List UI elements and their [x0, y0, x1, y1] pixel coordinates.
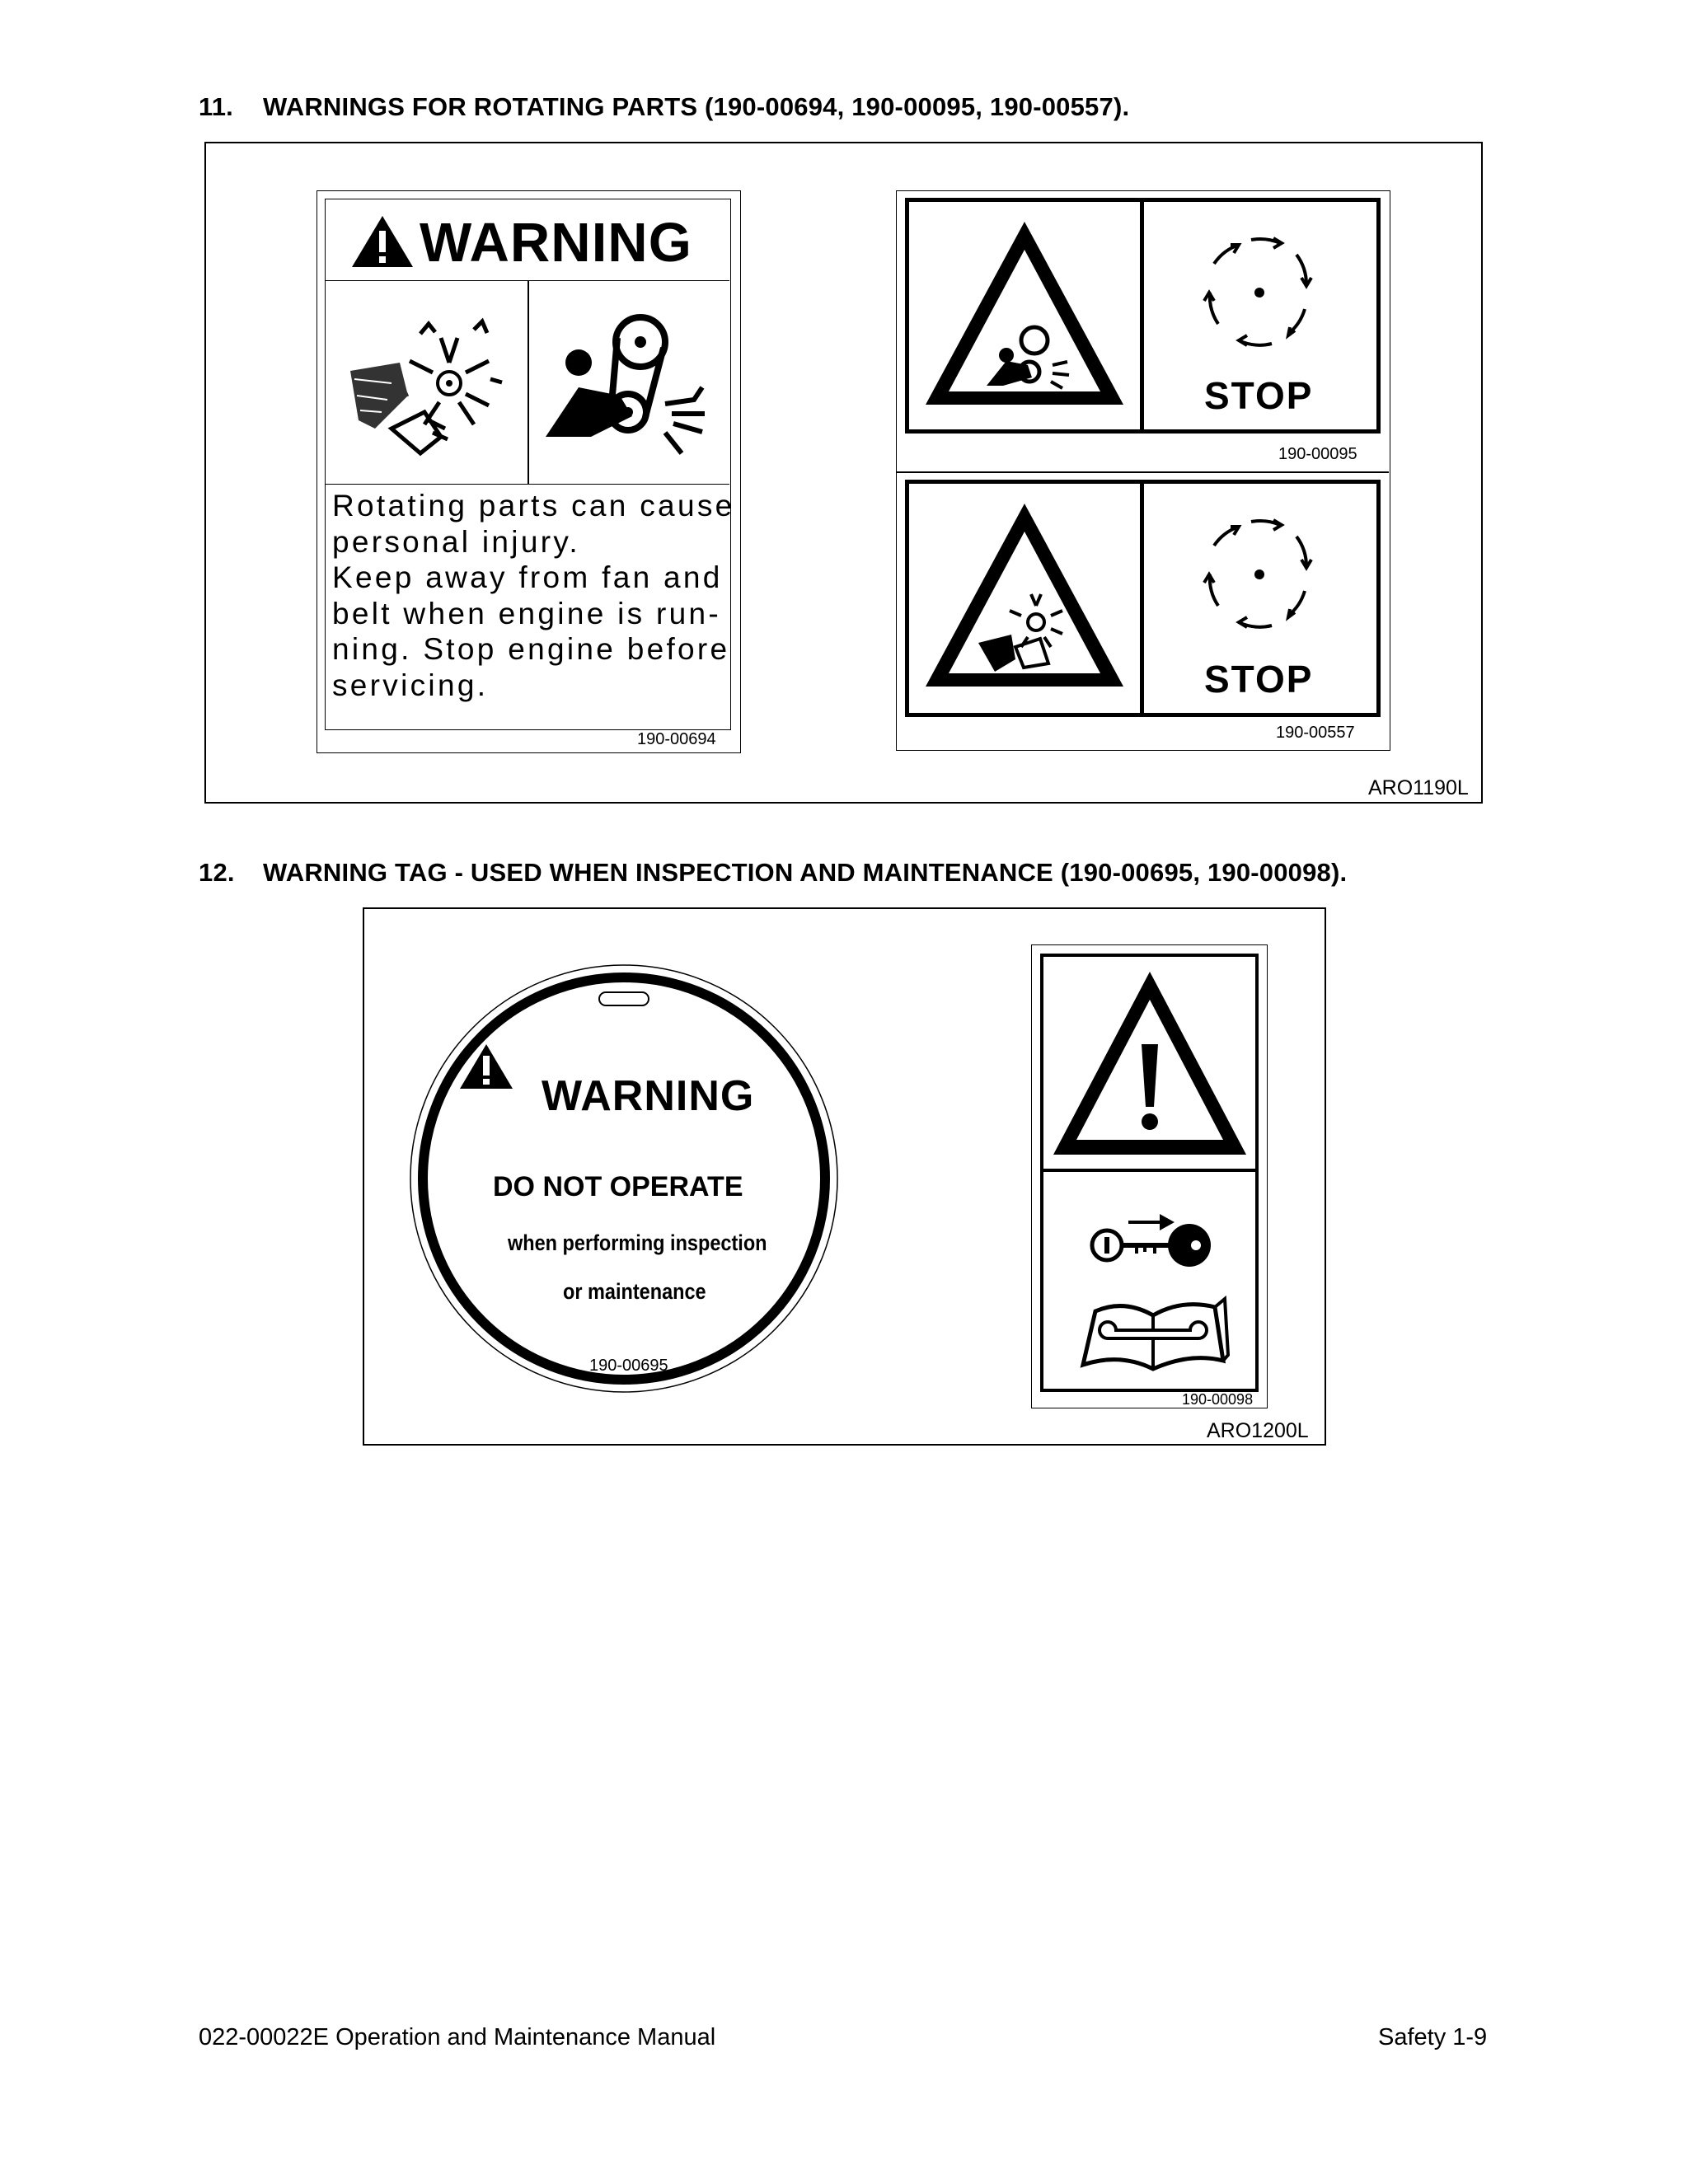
figure-id-aro1200l: ARO1200L	[1207, 1419, 1309, 1442]
rotation-stop-icon-1	[1181, 227, 1346, 367]
warning-line-1: Rotating parts can cause	[332, 489, 735, 523]
warning-line-5: ning. Stop engine before	[332, 632, 730, 666]
read-manual-icon	[1075, 1291, 1231, 1377]
stop-label-2: STOP	[1204, 658, 1314, 701]
warning-line-2: personal injury.	[332, 524, 580, 559]
decal-code-190-00694: 190-00694	[637, 730, 716, 748]
decal-code-190-00095: 190-00095	[1278, 445, 1357, 463]
rotation-stop-icon-2	[1181, 509, 1346, 649]
section-11-number: 11.	[199, 92, 233, 121]
fan-hazard-triangle-icon	[921, 499, 1128, 692]
section-11-heading	[199, 92, 1129, 122]
decal-190-00095	[905, 198, 1381, 434]
tag-sub-text-1: when performing inspection	[508, 1230, 767, 1255]
section-12-heading	[199, 858, 1347, 888]
belt-entanglement-icon	[542, 313, 719, 462]
warning-line-3: Keep away from fan and	[332, 560, 723, 594]
decal-190-00098	[1031, 944, 1268, 1408]
remove-key-icon	[1089, 1204, 1221, 1278]
warning-line-6: servicing.	[332, 668, 489, 702]
warning-header-text: WARNING	[420, 212, 692, 274]
decal-190-00694	[316, 190, 741, 753]
tag-sub-text-2: or maintenance	[563, 1279, 706, 1304]
figure-aro1200l	[363, 907, 1326, 1446]
belt-hazard-triangle-icon	[921, 217, 1128, 410]
section-11-title: WARNINGS FOR ROTATING PARTS (190-00694, 190-00095, 190-00557).	[263, 92, 1130, 121]
decal-code-190-00557: 190-00557	[1276, 724, 1355, 742]
warning-triangle-icon	[350, 214, 415, 269]
warning-message	[332, 488, 735, 703]
figure-aro1190l	[204, 142, 1483, 804]
section-12-title: WARNING TAG - USED WHEN INSPECTION AND MAINTENANCE (190-00695, 190-00098).	[263, 858, 1348, 887]
decal-stack-095-557	[896, 190, 1390, 751]
warning-line-4: belt when engine is run-	[332, 596, 722, 630]
stop-label-1: STOP	[1204, 374, 1314, 417]
tag-main-text: DO NOT OPERATE	[493, 1171, 743, 1202]
tag-code-190-00695: 190-00695	[589, 1357, 668, 1375]
footer-manual-title: 022-00022E Operation and Maintenance Manual	[199, 2024, 716, 2050]
decal-190-00557	[905, 480, 1381, 717]
figure-id-aro1190l: ARO1190L	[1368, 776, 1469, 799]
decal-code-190-00098: 190-00098	[1182, 1391, 1254, 1408]
footer-page-number: Safety 1-9	[1378, 2024, 1488, 2050]
section-12-number: 12.	[199, 858, 235, 887]
fan-hand-hazard-icon	[342, 305, 515, 470]
tag-header: WARNING	[542, 1072, 755, 1120]
warning-header	[326, 199, 729, 281]
exclamation-triangle-icon	[1050, 968, 1250, 1160]
